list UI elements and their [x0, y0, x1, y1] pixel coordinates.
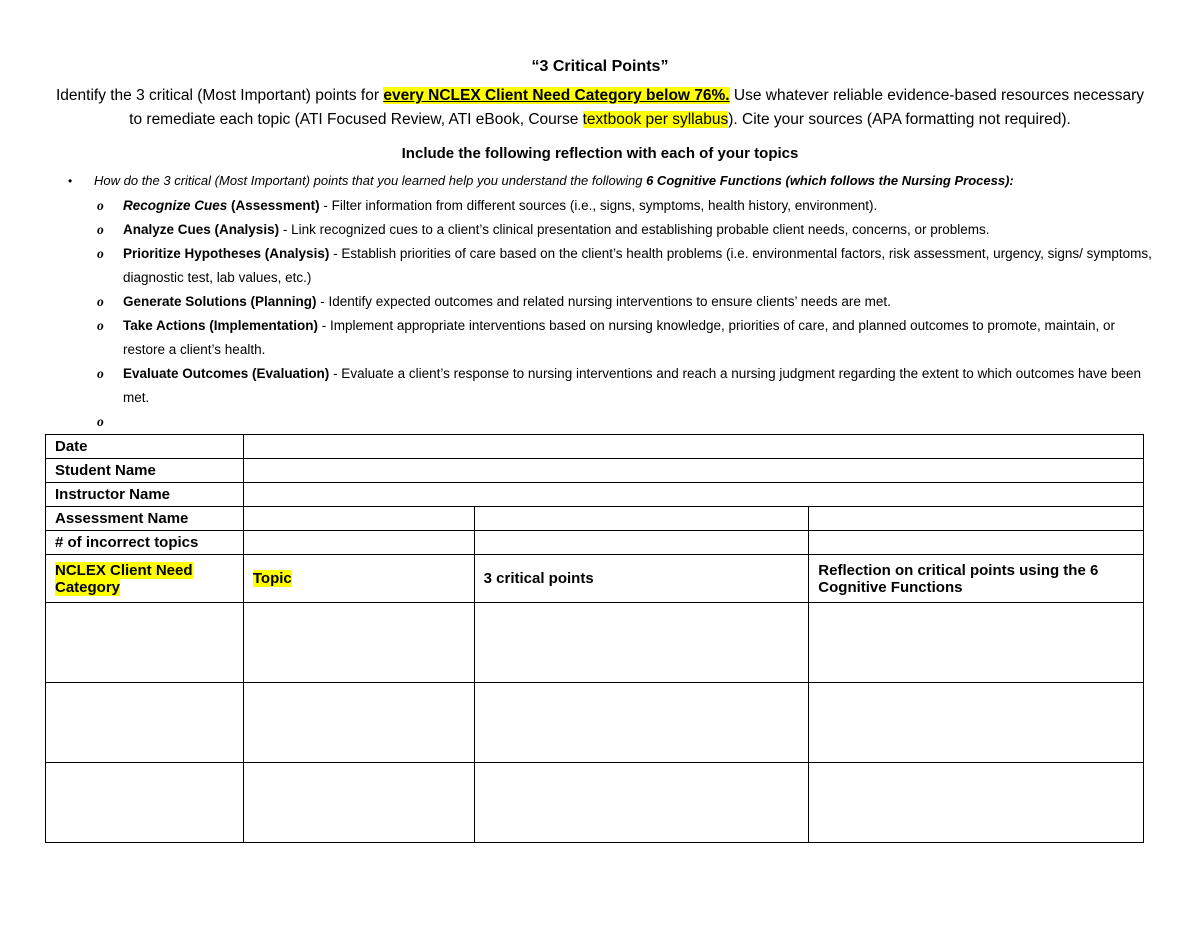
incorrect-topics-label: # of incorrect topics [46, 531, 244, 555]
sub-bullet-icon: o [97, 366, 104, 381]
critical-points-cell[interactable] [474, 763, 809, 843]
date-field[interactable] [243, 435, 1143, 459]
list-item [97, 194, 1157, 218]
table-row [46, 603, 1144, 683]
topic-cell[interactable] [243, 683, 474, 763]
category-cell[interactable] [46, 683, 244, 763]
function-phase: (Implementation) [205, 318, 319, 333]
intro-highlight-textbook: textbook per syllabus [582, 111, 729, 128]
sub-bullet-icon: o [97, 414, 104, 429]
header-category: NCLEX Client Need Category [55, 561, 193, 596]
category-cell[interactable] [46, 603, 244, 683]
intro-highlight-category: every NCLEX Client Need Category below 76%. [383, 87, 730, 104]
function-desc: - Evaluate a client’s response to nursing interventions and reach a nursing judgment regarding the extent to which outcomes have been met. [123, 366, 1142, 405]
function-name: Prioritize Hypotheses [123, 246, 262, 261]
function-desc: - Identify expected outcomes and related nursing interventions to ensure clients’ needs are met. [316, 294, 891, 309]
table-row [46, 459, 1144, 483]
function-phase: (Assessment) [227, 198, 320, 213]
remediation-form-table [45, 434, 1144, 843]
reflection-cell[interactable] [809, 763, 1144, 843]
sub-bullet-icon: o [97, 246, 104, 261]
table-row [46, 531, 1144, 555]
cognitive-functions-list [97, 194, 1157, 434]
function-desc: - Link recognized cues to a client’s clinical presentation and establishing probable client needs, concerns, or problems. [279, 222, 990, 237]
function-desc: - Establish priorities of care based on the client’s health problems (i.e. environmental factors, risk assessment, urgency, signs/ symptoms, diagnostic test, lab values, etc.) [123, 246, 1152, 285]
header-category-cell [46, 555, 244, 603]
incorrect-topics-field[interactable] [243, 531, 474, 555]
list-item [97, 218, 1157, 242]
table-row [46, 483, 1144, 507]
list-item [97, 242, 1157, 290]
critical-points-cell[interactable] [474, 683, 809, 763]
table-row [46, 435, 1144, 459]
assessment-name-label: Assessment Name [46, 507, 244, 531]
sub-bullet-icon: o [97, 222, 104, 237]
list-item [97, 314, 1157, 362]
function-desc: - Filter information from different sources (i.e., signs, symptoms, health history, environment). [319, 198, 878, 213]
incorrect-topics-field-2[interactable] [474, 531, 809, 555]
reflection-cell[interactable] [809, 603, 1144, 683]
list-item-empty [97, 410, 1157, 434]
function-phase: (Analysis) [261, 246, 330, 261]
function-name: Take Actions [123, 318, 206, 333]
reflection-cell[interactable] [809, 683, 1144, 763]
bullet-icon: • [68, 174, 73, 188]
table-row [46, 763, 1144, 843]
header-topic: Topic [252, 570, 292, 587]
intro-text-2: Use whatever reliable evidence-based resources necessary to remediate each topic (ATI Focused Review, ATI eBook, Course [129, 87, 1145, 128]
list-item [97, 362, 1157, 410]
category-cell[interactable] [46, 763, 244, 843]
function-desc: - Implement appropriate interventions based on nursing knowledge, priorities of care, and planned outcomes to promote, maintain, or restore a client’s health. [123, 318, 1115, 357]
list-item [97, 290, 1157, 314]
table-row [46, 507, 1144, 531]
student-name-label: Student Name [46, 459, 244, 483]
sub-bullet-icon: o [97, 294, 104, 309]
instructor-name-label: Instructor Name [46, 483, 244, 507]
date-label: Date [46, 435, 244, 459]
function-name: Recognize Cues [123, 198, 228, 213]
assessment-name-field-3[interactable] [809, 507, 1144, 531]
header-topic-cell [243, 555, 474, 603]
function-name: Generate Solutions [123, 294, 247, 309]
intro-text-1: Identify the 3 critical (Most Important) points for [55, 87, 384, 104]
reflection-subheading: Include the following reflection with each of your topics [401, 145, 799, 162]
intro-text-3: ). Cite your sources (APA formatting not required). [728, 111, 1071, 128]
critical-points-cell[interactable] [474, 603, 809, 683]
student-name-field[interactable] [243, 459, 1143, 483]
function-phase: (Analysis) [210, 222, 280, 237]
header-reflection: Reflection on critical points using the 6 Cognitive Functions [809, 555, 1144, 603]
reflection-question [68, 171, 1158, 191]
function-phase: (Planning) [246, 294, 317, 309]
assessment-name-field-2[interactable] [474, 507, 809, 531]
reflection-question-bold: 6 Cognitive Functions (which follows the Nursing Process): [646, 173, 1014, 188]
function-name: Analyze Cues [123, 222, 211, 237]
instructions-paragraph [50, 84, 1150, 132]
function-phase: (Evaluation) [248, 366, 330, 381]
topic-cell[interactable] [243, 763, 474, 843]
topic-cell[interactable] [243, 603, 474, 683]
header-critical-points: 3 critical points [474, 555, 809, 603]
sub-bullet-icon: o [97, 318, 104, 333]
table-row [46, 683, 1144, 763]
document-title: “3 Critical Points” [531, 58, 669, 75]
reflection-question-text: How do the 3 critical (Most Important) points that you learned help you understand the following [94, 173, 647, 188]
instructor-name-field[interactable] [243, 483, 1143, 507]
assessment-name-field[interactable] [243, 507, 474, 531]
sub-bullet-icon: o [97, 198, 104, 213]
table-header-row [46, 555, 1144, 603]
function-name: Evaluate Outcomes [123, 366, 249, 381]
incorrect-topics-field-3[interactable] [809, 531, 1144, 555]
